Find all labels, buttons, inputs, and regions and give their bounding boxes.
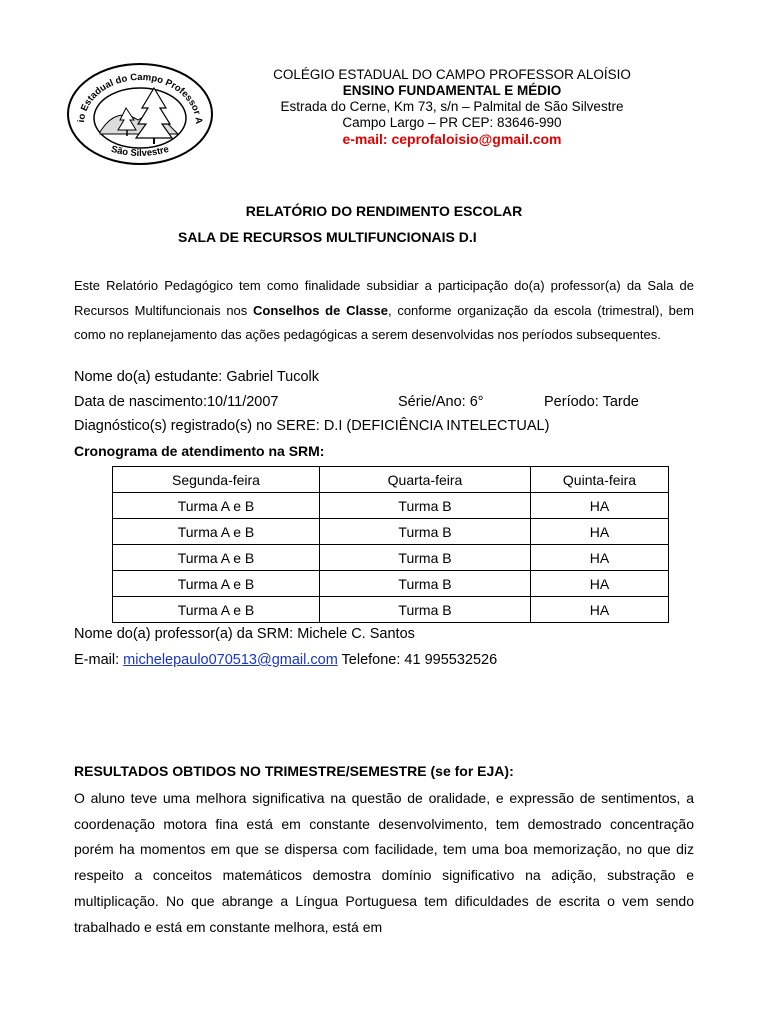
- birth-date: Data de nascimento:10/11/2007: [74, 394, 279, 410]
- header-cell: Quarta-feira: [320, 467, 531, 493]
- intro-text-before: Este Relatório Pedagógico tem como finalidade subsidiar a participação do(a) professor(a) da Sala de Recursos Multifuncionais nos: [74, 278, 694, 318]
- schedule-title: Cronograma de atendimento na SRM:: [74, 443, 325, 459]
- student-details-row: [74, 394, 694, 410]
- email-label: E-mail:: [74, 652, 124, 668]
- teacher-name: Nome do(a) professor(a) da SRM: Michele C. Santos: [74, 626, 415, 642]
- diagnosis: Diagnóstico(s) registrado(s) no SERE: D.I (DEFICIÊNCIA INTELECTUAL): [74, 418, 550, 434]
- table-cell: Turma B: [320, 545, 531, 571]
- table-cell: Turma B: [320, 519, 531, 545]
- table-cell: Turma A e B: [113, 545, 320, 571]
- svg-text:São Silvestre: [110, 144, 170, 159]
- table-row: [113, 597, 669, 623]
- header-cell: Quinta-feira: [531, 467, 669, 493]
- intro-text-after: , conforme organização da escola (trimestral), bem como no replanejamento das ações pedagógicas a serem desenvolvidas nos períodos subsequentes.: [74, 302, 694, 342]
- table-row: [113, 571, 669, 597]
- table-cell: HA: [531, 493, 669, 519]
- school-email: e-mail: ceprofaloisio@gmail.com: [342, 131, 562, 147]
- table-cell: Turma A e B: [113, 571, 320, 597]
- table-row: [113, 493, 669, 519]
- table-row: [113, 519, 669, 545]
- header-cell: Segunda-feira: [113, 467, 320, 493]
- table-cell: HA: [531, 597, 669, 623]
- school-level: ENSINO FUNDAMENTAL E MÉDIO: [342, 83, 562, 98]
- table-row: [113, 545, 669, 571]
- table-header-row: [113, 467, 669, 493]
- table-cell: Turma B: [320, 597, 531, 623]
- logo-text-bottom: São Silvestre: [109, 143, 171, 160]
- school-address: Estrada do Cerne, Km 73, s/n – Palmital de São Silvestre: [280, 99, 624, 114]
- results-title: RESULTADOS OBTIDOS NO TRIMESTRE/SEMESTRE (se for EJA):: [74, 763, 514, 779]
- period: Período: Tarde: [544, 394, 639, 410]
- table-cell: Turma B: [320, 571, 531, 597]
- school-header: [236, 67, 668, 147]
- table-cell: Turma A e B: [113, 519, 320, 545]
- table-cell: Turma A e B: [113, 493, 320, 519]
- teacher-contact-row: [74, 652, 497, 668]
- school-city: Campo Largo – PR CEP: 83646-990: [342, 115, 562, 130]
- schedule-table: [112, 466, 669, 623]
- intro-text-bold: Conselhos de Classe: [253, 302, 388, 318]
- intro-paragraph: [74, 274, 694, 348]
- table-cell: HA: [531, 545, 669, 571]
- teacher-phone: Telefone: 41 995532526: [337, 652, 498, 668]
- table-cell: Turma B: [320, 493, 531, 519]
- report-subtitle: SALA DE RECURSOS MULTIFUNCIONAIS D.I: [178, 229, 477, 245]
- grade: Série/Ano: 6°: [398, 394, 484, 410]
- school-name: COLÉGIO ESTADUAL DO CAMPO PROFESSOR ALOÍSIO: [273, 67, 631, 82]
- report-title: RELATÓRIO DO RENDIMENTO ESCOLAR: [245, 203, 523, 219]
- svg-text:Colégio Estadual do Campo Prof: [66, 62, 204, 125]
- logo-text-top: io Estadual do Campo Professor A: [76, 71, 205, 125]
- school-logo: [66, 62, 214, 166]
- student-name: Nome do(a) estudante: Gabriel Tucolk: [74, 369, 320, 385]
- table-cell: Turma A e B: [113, 597, 320, 623]
- table-cell: HA: [531, 571, 669, 597]
- results-text: O aluno teve uma melhora significativa na questão de oralidade, e expressão de sentimentos, a coordenação motora fina está em constante desenvolvimento, tem demostrado concentração porém ha momentos em que se dispersa com facilidade, tem uma boa memorização, no que diz respeito a conceitos matemáticos demostra domínio significativo na adição, substração e multiplicação. No que abrange a Língua Portuguesa tem dificuldades de escrita o vem sendo trabalhado e está em constante melhora, está em: [74, 790, 694, 935]
- teacher-email-link[interactable]: michelepaulo070513@gmail.com: [123, 652, 338, 668]
- table-cell: HA: [531, 519, 669, 545]
